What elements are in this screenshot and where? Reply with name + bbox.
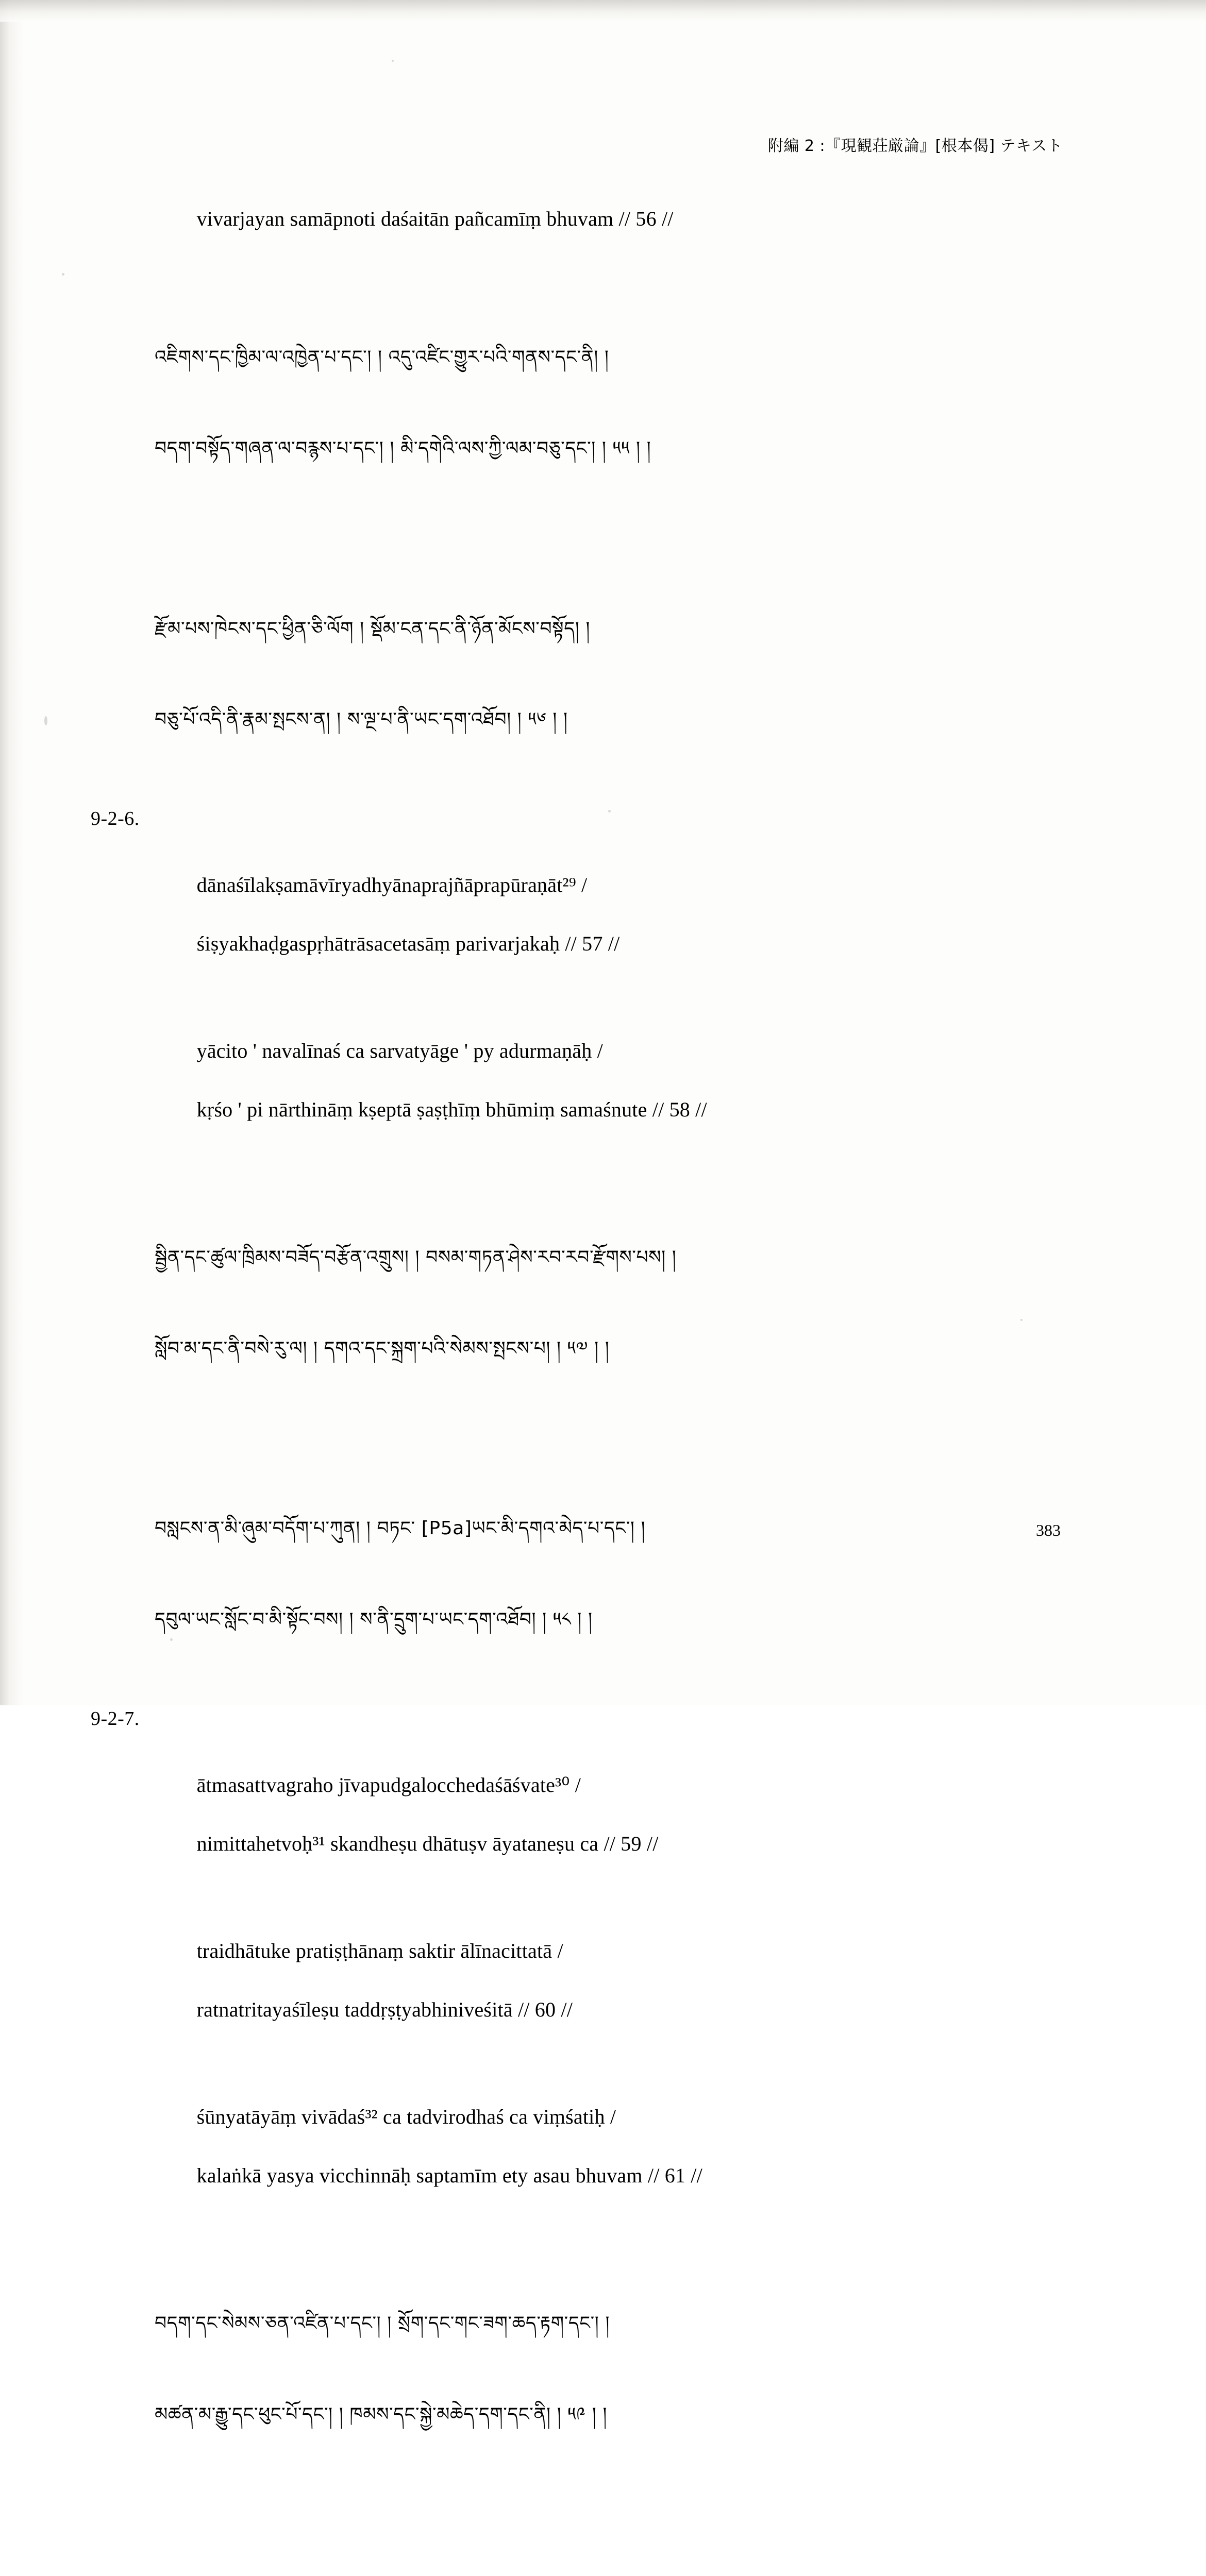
tibetan-line: སྦྱིན་དང་ཚུལ་ཁྲིམས་བཟོད་བརྩོན་འགྲུས། ། བསམ་གཏན་ཤེས་རབ་རབ་རྫོགས་པས། །	[155, 1246, 677, 1268]
text-line: dānaśīlakṣamāvīryadhyānaprajñāprapūraṇāt²⁹ /	[196, 873, 588, 897]
tibetan-line: བཅུ་པོ་འདི་ནི་རྣམ་སྤངས་ན། ། ས་ལྔ་པ་ནི་ཡང་དག་འཐོབ། ། ༥༦ ། །	[155, 709, 568, 731]
verse-block-roman	[155, 1907, 1072, 2054]
tibetan-line: འཇིགས་དང་ཁྱིམ་ལ་འཁྱེན་པ་དང་། ། འདུ་འཛིང་གྱུར་པའི་གནས་དང་ནི། །	[155, 347, 609, 368]
tibetan-line: སློབ་མ་དང་ནི་བསེ་རུ་ལ། ། དགའ་དང་སྐྲག་པའི་སེམས་སྤངས་པ། ། ༥༧ ། །	[155, 1337, 610, 1359]
tibetan-line: རྫོམ་པས་ཁེངས་དང་ཕྱིན་ཅི་ལོག ། སྡོམ་ངན་དང་ནི་ཉོན་མོངས་བསྟོད། །	[155, 618, 590, 639]
verse-block-tibetan	[155, 2520, 1072, 2576]
text-line: śiṣyakhaḍgaspṛhātrāsacetasāṃ parivarjakaḥ // 57 //	[196, 931, 620, 955]
verse-block-roman	[155, 841, 1072, 988]
text-line: vivarjayan samāpnoti daśaitān pañcamīṃ bhuvam // 56 //	[196, 207, 674, 230]
scan-speck	[392, 60, 394, 62]
verse-block-tibetan	[155, 1182, 1072, 1425]
tibetan-line: བདག་བསྟོད་གཞན་ལ་བརྙས་པ་དང་། ། མི་དགེའི་ལས་ཀྱི་ལམ་བཅུ་དང་། ། ༥༥ ། །	[155, 437, 651, 459]
text-line: traidhātuke pratiṣṭhānaṃ saktir ālīnacittatā /	[196, 1939, 563, 1963]
scan-speck	[1020, 1319, 1023, 1321]
scan-speck	[608, 810, 611, 812]
text-column	[91, 175, 1072, 2576]
text-line: ratnatritayaśīleṣu taddṛṣṭyabhiniveśitā // 60 //	[196, 1997, 573, 2021]
verse-block-roman	[155, 2073, 1072, 2219]
page-number: 383	[1036, 1521, 1061, 1539]
verse-block-roman	[155, 1741, 1072, 1888]
verse-block-tibetan	[155, 1454, 1072, 1697]
section-marker: 9-2-7.	[91, 1708, 140, 1730]
running-head: 附編 2 :『現観荘厳論』[根本偈] テキスト	[767, 137, 1063, 155]
tibetan-line: བདག་དང་སེམས་ཅན་འཛིན་པ་དང་། ། སྲོག་དང་གང་ཟག་ཆད་རྟག་དང་། །	[155, 2312, 610, 2334]
text-line: yācito ' navalīnaś ca sarvatyāge ' py adurmaṇāḥ /	[196, 1039, 603, 1063]
scan-speck	[44, 716, 47, 725]
section-marker: 9-2-6.	[91, 808, 140, 830]
text-line: nimittahetvoḥ³¹ skandheṣu dhātuṣv āyataneṣu ca // 59 //	[196, 1832, 659, 1855]
text-line: ātmasattvagraho jīvapudgalocchedaśāśvate³⁰ /	[196, 1773, 581, 1797]
text-line: kṛśo ' pi nārthināṃ kṣeptā ṣaṣṭhīṃ bhūmiṃ samaśnute // 58 //	[196, 1097, 707, 1121]
verse-block-roman	[155, 175, 1072, 263]
tibetan-line: དབུལ་ཡང་སློང་བ་མི་སྟོང་བས། ། ས་ནི་དྲུག་པ་ཡང་དག་འཐོབ། ། ༥༨ ། །	[155, 1609, 593, 1631]
verse-block-tibetan	[155, 282, 1072, 525]
text-line: kalaṅkā yasya vicchinnāḥ saptamīm ety asau bhuvam // 61 //	[196, 2163, 702, 2187]
text-line: śūnyatāyāṃ vivādaś³² ca tadvirodhaś ca viṃśatiḥ /	[196, 2105, 616, 2129]
scan-speck	[170, 1638, 173, 1641]
verse-block-tibetan	[155, 2248, 1072, 2491]
verse-block-tibetan	[155, 554, 1072, 796]
scan-speck	[62, 273, 64, 276]
tibetan-line: མཚན་མ་རྒྱུ་དང་ཕུང་པོ་དང་། ། ཁམས་དང་སྐྱེ་མཆེད་དག་དང་ནི། ། ༥༩ ། །	[155, 2403, 608, 2425]
verse-block-roman	[155, 1007, 1072, 1154]
tibetan-line: བསླངས་ན་མི་ཞུམ་བདོག་པ་ཀུན། ། བཏང་ [P5a]ཡང་མི་དགའ་མེད་པ་དང་། །	[155, 1518, 646, 1539]
